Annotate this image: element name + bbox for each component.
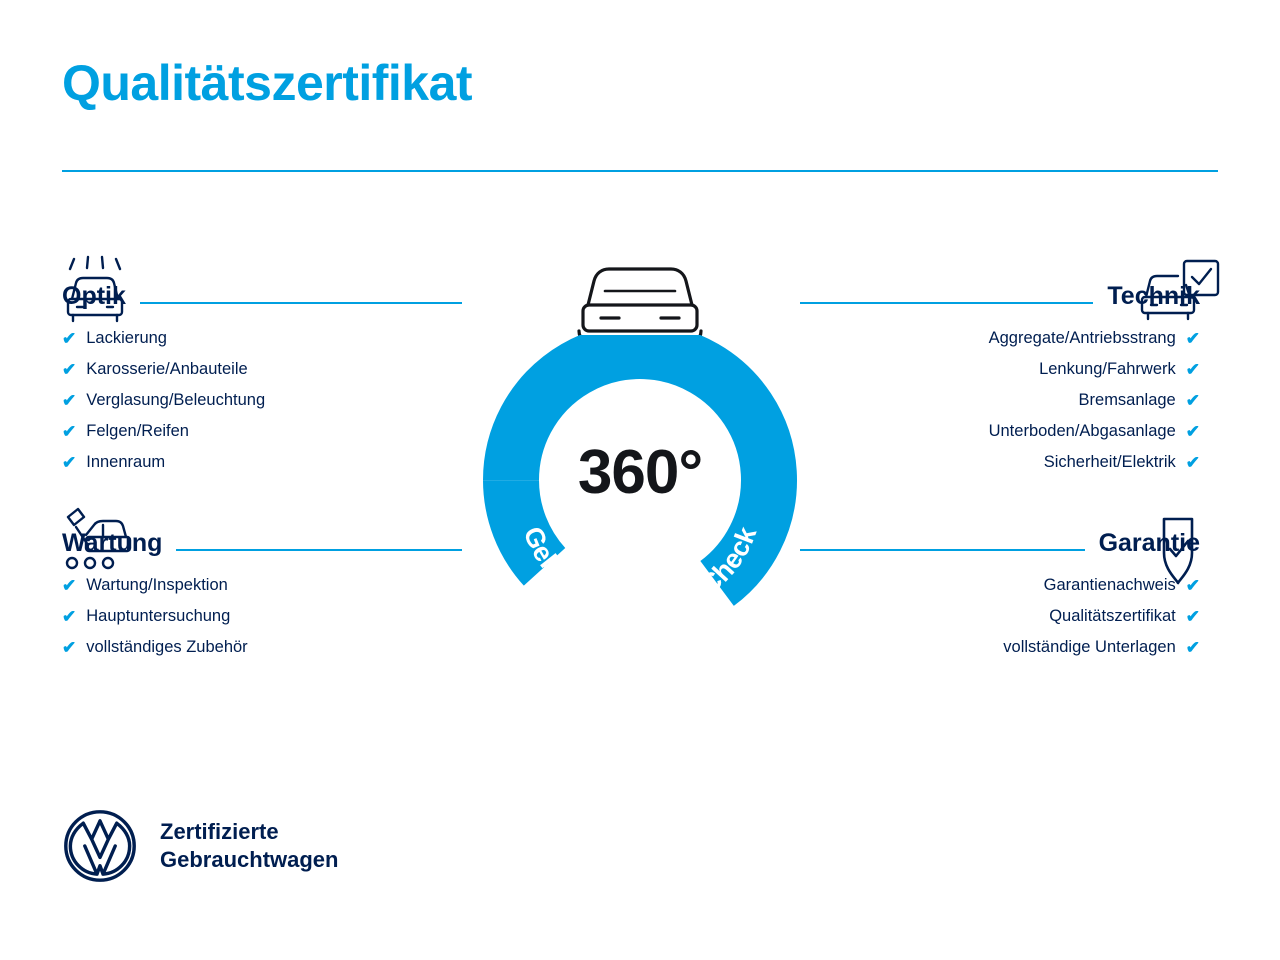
list-item-label: Wartung/Inspektion	[86, 576, 228, 595]
list-item	[800, 454, 1200, 471]
list-item	[800, 577, 1200, 594]
list-item-label: vollständiges Zubehör	[86, 638, 248, 657]
list-item-label: Karosserie/Anbauteile	[86, 360, 248, 379]
check-icon: ✔	[62, 329, 77, 348]
list-item-label: Innenraum	[86, 453, 166, 472]
footer-line1: Zertifizierte	[160, 818, 279, 844]
list-item	[62, 608, 462, 625]
list-item	[62, 577, 462, 594]
section-technik	[800, 268, 1200, 485]
list-item-label: Sicherheit/Elektrik	[1043, 453, 1176, 472]
section-title: Wartung	[62, 529, 163, 557]
list-item-label: Unterboden/Abgasanlage	[988, 422, 1176, 441]
gebrauchtwagen-check-graphic	[455, 245, 825, 625]
checklist-optik	[62, 330, 462, 471]
check-icon: ✔	[62, 391, 77, 410]
section-header	[800, 515, 1200, 559]
section-header	[62, 268, 462, 312]
checklist-technik	[800, 330, 1200, 471]
list-item-label: Qualitätszertifikat	[1049, 607, 1176, 626]
list-item	[62, 454, 462, 471]
list-item-label: Bremsanlage	[1078, 391, 1176, 410]
check-icon: ✔	[1185, 638, 1200, 657]
footer-line2: Gebrauchtwagen	[160, 847, 339, 872]
list-item	[800, 608, 1200, 625]
section-divider	[140, 302, 462, 304]
list-item	[62, 423, 462, 440]
list-item-label: Felgen/Reifen	[86, 422, 189, 441]
list-item-label: Lackierung	[86, 329, 167, 348]
section-divider	[800, 302, 1093, 304]
check-icon: ✔	[1185, 360, 1200, 379]
checklist-wartung	[62, 577, 462, 656]
list-item	[62, 639, 462, 656]
section-header	[800, 268, 1200, 312]
check-icon: ✔	[1185, 607, 1200, 626]
check-icon: ✔	[62, 453, 77, 472]
list-item	[62, 392, 462, 409]
list-item-label: Verglasung/Beleuchtung	[86, 391, 266, 410]
list-item	[62, 330, 462, 347]
list-item	[800, 639, 1200, 656]
check-icon: ✔	[1185, 422, 1200, 441]
check-icon: ✔	[62, 576, 77, 595]
list-item	[800, 361, 1200, 378]
list-item-label: Lenkung/Fahrwerk	[1039, 360, 1176, 379]
section-header	[62, 515, 462, 559]
list-item	[800, 330, 1200, 347]
header-divider	[62, 170, 1218, 172]
section-divider	[176, 549, 462, 551]
list-item-label: Hauptuntersuchung	[86, 607, 231, 626]
check-icon: ✔	[62, 422, 77, 441]
check-icon: ✔	[62, 607, 77, 626]
center-number: 360°	[577, 438, 703, 507]
list-item-label: vollständige Unterlagen	[1003, 638, 1176, 657]
ring-label: Gebrauchtwagen-Check	[517, 522, 763, 624]
footer-brand	[62, 808, 338, 884]
check-icon: ✔	[62, 638, 77, 657]
check-icon: ✔	[1185, 453, 1200, 472]
section-title: Optik	[62, 282, 126, 310]
car-rotate-icon	[455, 245, 825, 355]
check-icon: ✔	[1185, 391, 1200, 410]
list-item	[62, 361, 462, 378]
section-garantie	[800, 515, 1200, 670]
check-icon: ✔	[62, 360, 77, 379]
section-divider	[800, 549, 1085, 551]
check-icon: ✔	[1185, 576, 1200, 595]
section-title: Garantie	[1098, 529, 1200, 557]
section-wartung	[62, 515, 462, 670]
list-item-label: Garantienachweis	[1043, 576, 1176, 595]
check-icon: ✔	[1185, 329, 1200, 348]
section-optik	[62, 268, 462, 485]
list-item	[800, 423, 1200, 440]
checklist-garantie	[800, 577, 1200, 656]
list-item	[800, 392, 1200, 409]
list-item-label: Aggregate/Antriebsstrang	[988, 329, 1176, 348]
footer-text	[160, 818, 338, 874]
vw-logo	[62, 808, 138, 884]
page-title: Qualitätszertifikat	[62, 55, 473, 111]
section-title: Technik	[1107, 282, 1200, 310]
svg-text:Gebrauchtwagen-Check	[518, 522, 763, 624]
